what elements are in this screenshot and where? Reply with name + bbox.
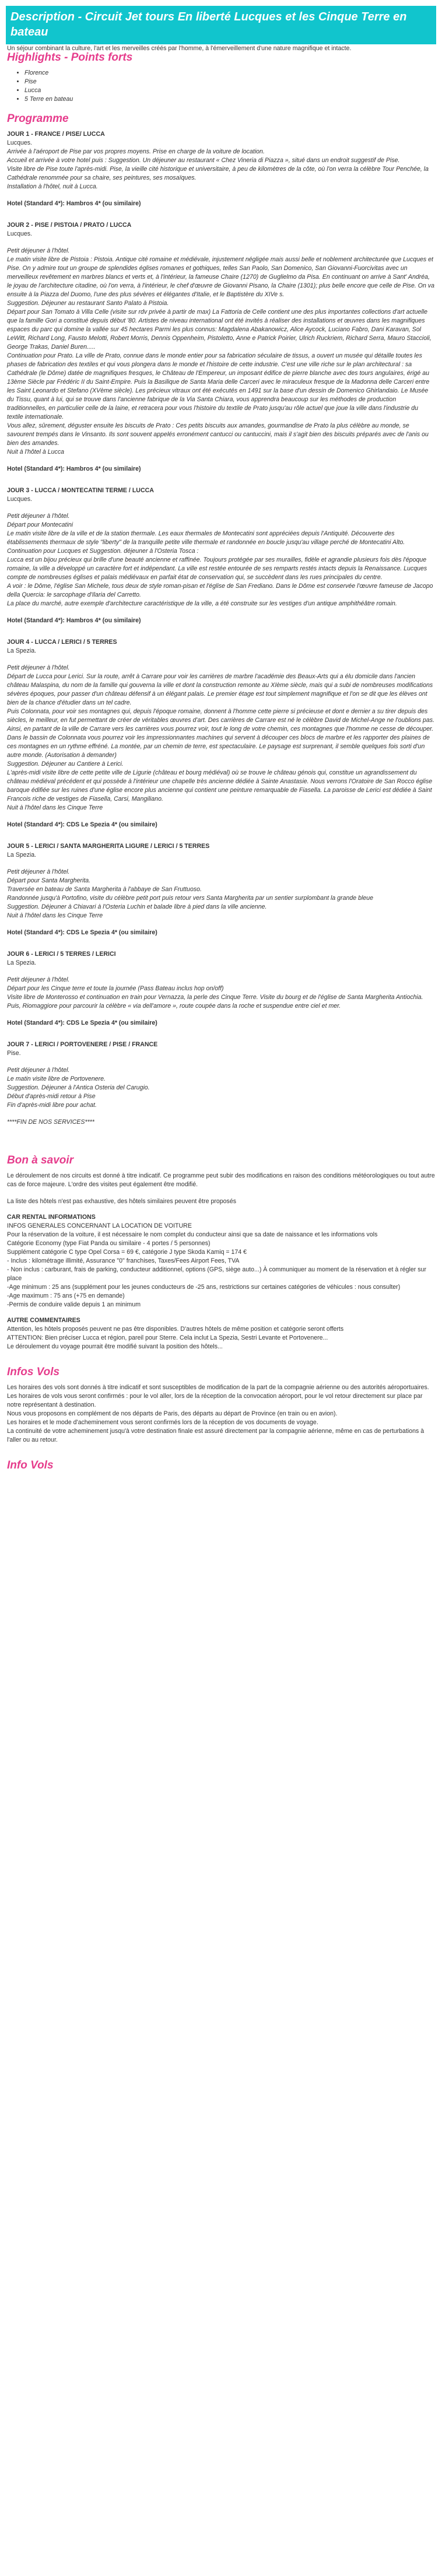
day-paragraph: Petit déjeuner à l'hôtel. (7, 976, 70, 983)
day-paragraph: Continuation pour Lucques et Suggestion. déjeuner à l'Osteria Tosca : (7, 548, 199, 555)
day-paragraph: Accueil et arrivée à votre hotel puis : Suggestion. Un déjeuner au restaurant « Chez Vineria di Piazza », situé dans un endroit suggestif de Pise. (7, 157, 400, 164)
info-paragraph: La liste des hôtels n'est pas exhaustive, des hôtels similaires peuvent être proposés (7, 1198, 237, 1205)
highlights-list (7, 69, 435, 104)
day-hotel: Hotel (Standard 4*): Hambros 4* (ou similaire) (7, 200, 141, 207)
spacer (7, 860, 435, 868)
day-hotel: Hotel (Standard 4*): CDS Le Spezia 4* (ou similaire) (7, 821, 157, 828)
day-paragraph: Randonnée jusqu'à Portofino, visite du célèbre petit port puis retour vers Santa Margherita par un sentier surplombant la grande bleue (7, 895, 374, 902)
day-place: Lucques. (7, 496, 32, 503)
day-paragraph: Arrivée à l'aéroport de Pise par vos propres moyens. Prise en charge de la voiture de location. (7, 148, 265, 155)
highlight-item: • Florence (24, 69, 435, 78)
day-place: La Spezia. (7, 959, 37, 966)
day-paragraph: Départ pour Santa Margherita. (7, 877, 91, 884)
day-paragraph: Fin d'après-midi libre pour achat. (7, 1102, 97, 1109)
day-hotel: Hotel (Standard 4*): Hambros 4* (ou similaire) (7, 465, 141, 472)
day-block (7, 950, 435, 1028)
day-block (7, 842, 435, 937)
day-title: JOUR 7 - LERICI / PORTOVENERE / PISE / FRANCE (7, 1041, 158, 1048)
day-paragraph: Suggestion. Déjeuner au Cantiere à Lerici. (7, 760, 124, 767)
day-block (7, 130, 435, 208)
car-rental-line: INFOS GENERALES CONCERNANT LA LOCATION DE VOITURE (7, 1222, 192, 1229)
infos-vols-heading: Infos Vols (7, 1366, 60, 1378)
car-rental-line: Pour la réservation de la voiture, il est nécessaire le nom complet du conducteur ainsi que sa date de naissance et les informations vols (7, 1231, 378, 1238)
day-paragraph: L'après-midi visite libre de cette petite ville de Ligurie (château et bourg médiéval) où se trouve le château génois qui, constitue un agrandissement du château médiéval précédent et qui possède à l'intérieur une chapelle très ancienne dédiée à Sainte Anastasie. Nous verrons l'Oratoire de San Rocco église baroque édifiée sur les ruines d'une église encore plus ancienne qui contient une peinture remarquable de Fiasella. La paroisse de Lerici est dédiée à Saint Francois riche de vestiges de Fiasella, Carsi, Mangiliano. (7, 769, 433, 802)
day-paragraph: Petit déjeuner à l'hôtel. (7, 664, 70, 671)
car-rental-line: - Inclus : kilométrage illimité, Assurance "0" franchises, Taxes/Fees Airport Fees, TVA (7, 1257, 240, 1264)
page (0, 6, 442, 1470)
spacer (7, 239, 435, 247)
vols-paragraph: Les horaires des vols sont donnés à titre indicatif et sont susceptibles de modification de la part de la compagnie aérienne ou des autorités aéroportuaires. (7, 1384, 429, 1391)
day-paragraph: Nuit à l'hôtel dans les Cinque Terre (7, 804, 103, 811)
car-rental-line: -Permis de conduire valide depuis 1 an minimum (7, 1301, 141, 1308)
vols-paragraph: Les horaires et le mode d'acheminement vous seront confirmés lors de la réception de vos documents de voyage. (7, 1419, 318, 1426)
day-place: La Spezia. (7, 647, 37, 654)
highlights-heading: Highlights - Points forts (7, 51, 133, 64)
day-paragraph: Départ pour les Cinque terre et toute la journée (Pass Bateau inclus hop on/off) (7, 985, 224, 992)
day-paragraph: Vous allez, sûrement, déguster ensuite les biscuits de Prato : Ces petits biscuits aux amandes, gourmandise de Prato la plus célèbre au monde, se savourent trempés dans le Vinsanto. Ils sont souvent appelés erronément cantucci ou cantuccini, mais il s'agit bien des biscuits préparés avec de l'anis ou bien des amandes. (7, 422, 429, 447)
content (0, 44, 442, 1470)
car-rental-line: -Age minimum : 25 ans (supplément pour les jeunes conducteurs de -25 ans, restrictions sur certaines catégories de véhicules : nous consulter) (7, 1284, 401, 1291)
comment-line: Attention, les hôtels proposés peuvent ne pas être disponibles. D'autres hôtels de même position et catégorie seront offerts (7, 1326, 344, 1333)
page-title: Description - Circuit Jet tours En liberté Lucques et les Cinque Terre en bateau (6, 6, 436, 44)
day-hotel: Hotel (Standard 4*): CDS Le Spezia 4* (ou similaire) (7, 1019, 157, 1026)
day-place: Lucques. (7, 139, 32, 146)
day-paragraph: Départ pour Montecatini (7, 521, 73, 528)
spacer (7, 1110, 435, 1118)
day-paragraph: Visite libre de Pise toute l'après-midi. Pise, la vieille cité historique et universitaire, à peu de kilomètres de la côte, où l'on verra la célèbre Tour Penchée, la Cathédrale renommée pour sa chaire, ses peintures, ses mosaïques. (7, 166, 429, 181)
car-rental-heading: CAR RENTAL INFORMATIONS (7, 1214, 96, 1221)
car-rental-line: - Non inclus : carburant, frais de parking, conducteur additionnel, options (GPS, siège auto...) À communiquer au moment de la réservation et à régler sur place (7, 1266, 426, 1282)
day-paragraph: Le matin visite libre de Pistoia : Pistoia. Antique cité romaine et médiévale, injustement négligée mais aussi belle et noblement architecturée que Lucques et Pise. On y admire tout un groupe de splendides églises romanes et gothiques, telles San Paolo, San Domenico, San Giovanni-Fuorcivitas avec un merveilleux revêtement en marbres blancs et verts et, à l'intérieur, la fameuse Chaire (1270) de Guglielmo da Pisa. En continuant on arrive à Sant' Andréa, le joyau de l'architecture citadine, où l'on verra, à l'intérieur, le chef d'œuvre de Giovanni Pisano, la Chaire (1301); plus belle encore que celle de Pise. On va ensuite à la Piazza del Duomo, l'une des plus sévères et élégantes d'Italie, et le Baptistère du XIVe s. (7, 256, 434, 298)
spacer (7, 968, 435, 976)
day-paragraph: Le matin visite libre de la ville et de la station thermale. Les eaux thermales de Montecatini sont appréciées depuis l'Antiquité. Découverte des établissements thermaux de style "liberty" de la tranquille petite ville thermale et randonnée en boucle jusqu'au village perché de Montecatini Alto. (7, 530, 405, 546)
comment-line: ATTENTION: Bien préciser Lucca et région, pareil pour Sterre. Cela inclut La Spezia, Sestri Levante et Portovenere... (7, 1334, 328, 1341)
programme-heading: Programme (7, 113, 69, 125)
day-paragraph: Lucca est un bijou précieux qui brille d'une beauté ancienne et raffinée. Toujours protégée par ses murailles, fidèle et agrandie plusieurs fois dès l'époque romaine, la ville a développé un caractère fort et indépendant. La ville est restée entourée de ses remparts restés intacts depuis la Renaissance. Lucques compte de nombreuses églises et palais médiévaux en parfait état de conservation qui, se succèdent dans les rues principales du centre. (7, 556, 427, 581)
day-paragraph: Nuit à l'hôtel à Lucca (7, 448, 65, 455)
day-paragraph: Début d'après-midi retour à Pise (7, 1093, 96, 1100)
info-vols-bottom-heading: Info Vols (7, 1459, 54, 1471)
day-paragraph: Puis, Riomaggiore pour parcourir la célèbre « via dell'amore », route coupée dans la roche et suspendue entre ciel et mer. (7, 1003, 341, 1010)
vols-paragraph: La continuité de votre acheminement jusqu'à votre destination finale est assuré directement par la compagnie aérienne, même en cas de perturbations à l'aller ou au retour. (7, 1428, 425, 1443)
day-block (7, 638, 435, 829)
day-paragraph: Visite libre de Monterosso et continuation en train pour Vernazza, la perle des Cinque Terre. Visite du bourg et de l'église de Santa Margherita Antiochia. (7, 994, 423, 1001)
day-block (7, 486, 435, 625)
day-hotel: Hotel (Standard 4*): CDS Le Spezia 4* (ou similaire) (7, 929, 157, 936)
day-title: JOUR 2 - PISE / PISTOIA / PRATO / LUCCA (7, 222, 132, 229)
highlight-item: • Pise (24, 78, 435, 86)
day-paragraph: Installation à l'hôtel, nuit à Lucca. (7, 183, 98, 190)
day-place: Pise. (7, 1050, 21, 1057)
day-title: JOUR 6 - LERICI / 5 TERRES / LERICI (7, 951, 116, 958)
day-paragraph: Suggestion. Déjeuner à Chiavari à l'Osteria Luchin et balade libre à pied dans la ville ancienne. (7, 903, 267, 910)
day-paragraph: ****FIN DE NOS SERVICES**** (7, 1119, 94, 1126)
day-title: JOUR 5 - LERICI / SANTA MARGHERITA LIGURE / LERICI / 5 TERRES (7, 843, 210, 850)
day-paragraph: Petit déjeuner à l'hôtel. (7, 868, 70, 875)
day-paragraph: Suggestion. Déjeuner à l'Antica Osteria del Carugio. (7, 1084, 150, 1091)
day-paragraph: Puis Colonnata, pour voir ses montagnes qui, depuis l'époque romaine, donnent à l'homme cette pierre si précieuse et dont e dernier a su tirer depuis des siècles, le meilleur, en fut permettant de créer de véritables œuvres d'art. Des carrières de Carrare est né le célèbre David de Michel-Ange ne l'oublions pas. (7, 708, 435, 724)
day-title: JOUR 3 - LUCCA / MONTECATINI TERME / LUCCA (7, 487, 154, 494)
bon-a-savoir-body (7, 1172, 435, 1351)
spacer (7, 1058, 435, 1066)
spacer (7, 656, 435, 664)
car-rental-line: -Age maximum : 75 ans (+75 en demande) (7, 1292, 125, 1299)
car-rental-line: Catégorie Economy (type Fiat Panda ou similaire - 4 portes / 5 personnes) (7, 1240, 211, 1247)
day-paragraph: A voir : le Dôme, l'église San Michele, tous deux de style roman-pisan et l'église de San Frediano. Dans le Dôme est conservée l'œuvre fameuse de Jacopo della Quercia: le sarcophage d'Ilaria del Carretto. (7, 583, 433, 598)
day-paragraph: La place du marché, autre exemple d'architecture caractéristique de la ville, a été construite sur les vestiges d'un antique amphithéâtre romain. (7, 600, 397, 607)
day-paragraph: Le matin visite libre de Portovenere. (7, 1075, 106, 1082)
day-title: JOUR 4 - LUCCA / LERICI / 5 TERRES (7, 639, 117, 646)
day-paragraph: Départ de Lucca pour Lerici. Sur la route, arrêt à Carrare pour voir les carrières de marbre l'académie des Beaux-Arts qui a élu domicile dans l'ancien château Malaspina, du nom de la famille qui gouverna la ville et dont la construction remonte au XIème siècle, mais qui a subi de nombreuses modifications sévères époques, pour passer d'un château défensif à un élégant palais. Le premier étage est tout simplement magnifique et l'on se dit que les élèves ont bien de la chance d'étudier dans un tel cadre. (7, 673, 433, 706)
day-title: JOUR 1 - FRANCE / PISE/ LUCCA (7, 131, 105, 138)
vols-paragraph: Nous vous proposons en complément de nos départs de Paris, des départs au départ de Province (en train ou en avion). (7, 1410, 338, 1417)
infos-vols-body (7, 1383, 435, 1445)
vols-paragraph: Les horaires de vols vous seront confirmés : pour le vol aller, lors de la réception de la convocation aéroport, pour le vol retour directement sur place par notre représentant à destination. (7, 1393, 423, 1408)
bon-a-savoir-heading: Bon à savoir (7, 1154, 74, 1166)
info-paragraph: Le déroulement de nos circuits est donné à titre indicatif. Ce programme peut subir des modifications en raison des conditions météorologiques ou tout autre cas de force majeure. L'ordre des visites peut également être modifié. (7, 1172, 435, 1188)
day-place: Lucques. (7, 230, 32, 237)
programme-days (7, 130, 435, 1127)
day-hotel: Hotel (Standard 4*): Hambros 4* (ou similaire) (7, 617, 141, 624)
day-paragraph: Continuation pour Prato. La ville de Prato, connue dans le monde entier pour sa fabrication séculaire de tissus, a ouvert un musée qui détaille toutes les phases de fabrication des textiles et qui vous plongera dans le monde et l'histoire de cette industrie. C'est une ville riche sur le plan architectural : sa Cathédrale (le Dôme) datée de magnifiques fresques, le Château de l'Empereur, un imposant édifice de pierre blanche avec des tours angulaires, érigé au 13ème Siècle par Frédéric II du Saint-Empire. Puis la Basilique de Santa Maria delle Carceri avec le miraculeux fresque de la Madonna delle Carceri entre les Saint Leonardo et Stefano (XVème siècle). Les précieux vitraux ont été exécutés en 1491 sur la base d'un dessin de Domenico Ghirlandaio. Le Musée du Tissu, quant à lui, qui se trouve dans l'ancienne fabrique de la Via Santa Chiara, vous apprendra beaucoup sur les méthodes de production traditionnelles, en particulier celle de la laine, et retracera pour vous l'histoire du textile de Prato jusqu'au rôle actuel que joue la ville dans l'industrie du textile internationale. (7, 352, 430, 420)
day-place: La Spezia. (7, 851, 37, 858)
day-paragraph: Petit déjeuner à l'hôtel. (7, 513, 70, 520)
day-block (7, 221, 435, 474)
day-paragraph: Traversée en bateau de Santa Margherita à l'abbaye de San Fruttuoso. (7, 886, 202, 893)
spacer (7, 1189, 435, 1197)
day-block (7, 1040, 435, 1127)
spacer (7, 504, 435, 512)
day-paragraph: Suggestion. Déjeuner au restaurant Santo Palato à Pistoia. (7, 300, 169, 307)
comments-heading: AUTRE COMMENTAIRES (7, 1317, 80, 1324)
comment-line: Le déroulement du voyage pourrait être modifié suivant la position des hôtels... (7, 1343, 223, 1350)
intro-text: Un séjour combinant la culture, l'art et les merveilles créés par l'homme, à l'émerveillement d'une nature magnifique et intacte. (7, 45, 352, 52)
day-paragraph: Départ pour San Tomato à Villa Celle (visite sur rdv privée à partir de max) La Fattoria de Celle contient une des plus importantes collections d'art actuelle que la famille Gori a constitué depuis début '80. Artistes de niveau international ont été invités à réaliser des installations et œuvres dans les magnifiques espaces du parc qui domine la vallée sur 45 hectares Parmi les plus connus: Magdalena Abakanowicz, Alice Aycock, Luciano Fabro, Dani Karavan, Sol LeWitt, Richard Long, Fausto Melotti, Robert Morris, Dennis Oppenheim, Pistoletto, Anne e Patrick Poirier, Ulrich Ruckriem, Richard Serra, Mauro Staccioli, George Trakas, Daniel Buren..... (7, 309, 432, 351)
highlight-item: • Lucca (24, 86, 435, 95)
day-paragraph: Petit déjeuner à l'hôtel. (7, 1067, 70, 1074)
day-paragraph: Petit déjeuner à l'hôtel. (7, 247, 70, 254)
highlight-item: • 5 Terre en bateau (24, 95, 435, 104)
car-rental-line: Supplément catégorie C type Opel Corsa = 69 €, catégorie J type Skoda Kamiq = 174 € (7, 1249, 247, 1256)
day-paragraph: Ainsi, en partant de la ville de Carrare vers les carrières vous pourrez voir, tout le long de votre chemin, ces montagnes que l'homme ne cesse de découper. Dans le bassin de Colonnata vous pourrez voir les impressionnantes machines qui servent à découper ces blocs de marbre et les rapporter des plaines de ces montagnes en un rythme effréné. La montée, par un chemin de terre, est spectaculaire. Le paysage est surprenant, il semble quelques fois sorti d'un autre monde. (Autorisation à demander) (7, 726, 434, 759)
day-paragraph: Nuit à l'hôtel dans les Cinque Terre (7, 912, 103, 919)
